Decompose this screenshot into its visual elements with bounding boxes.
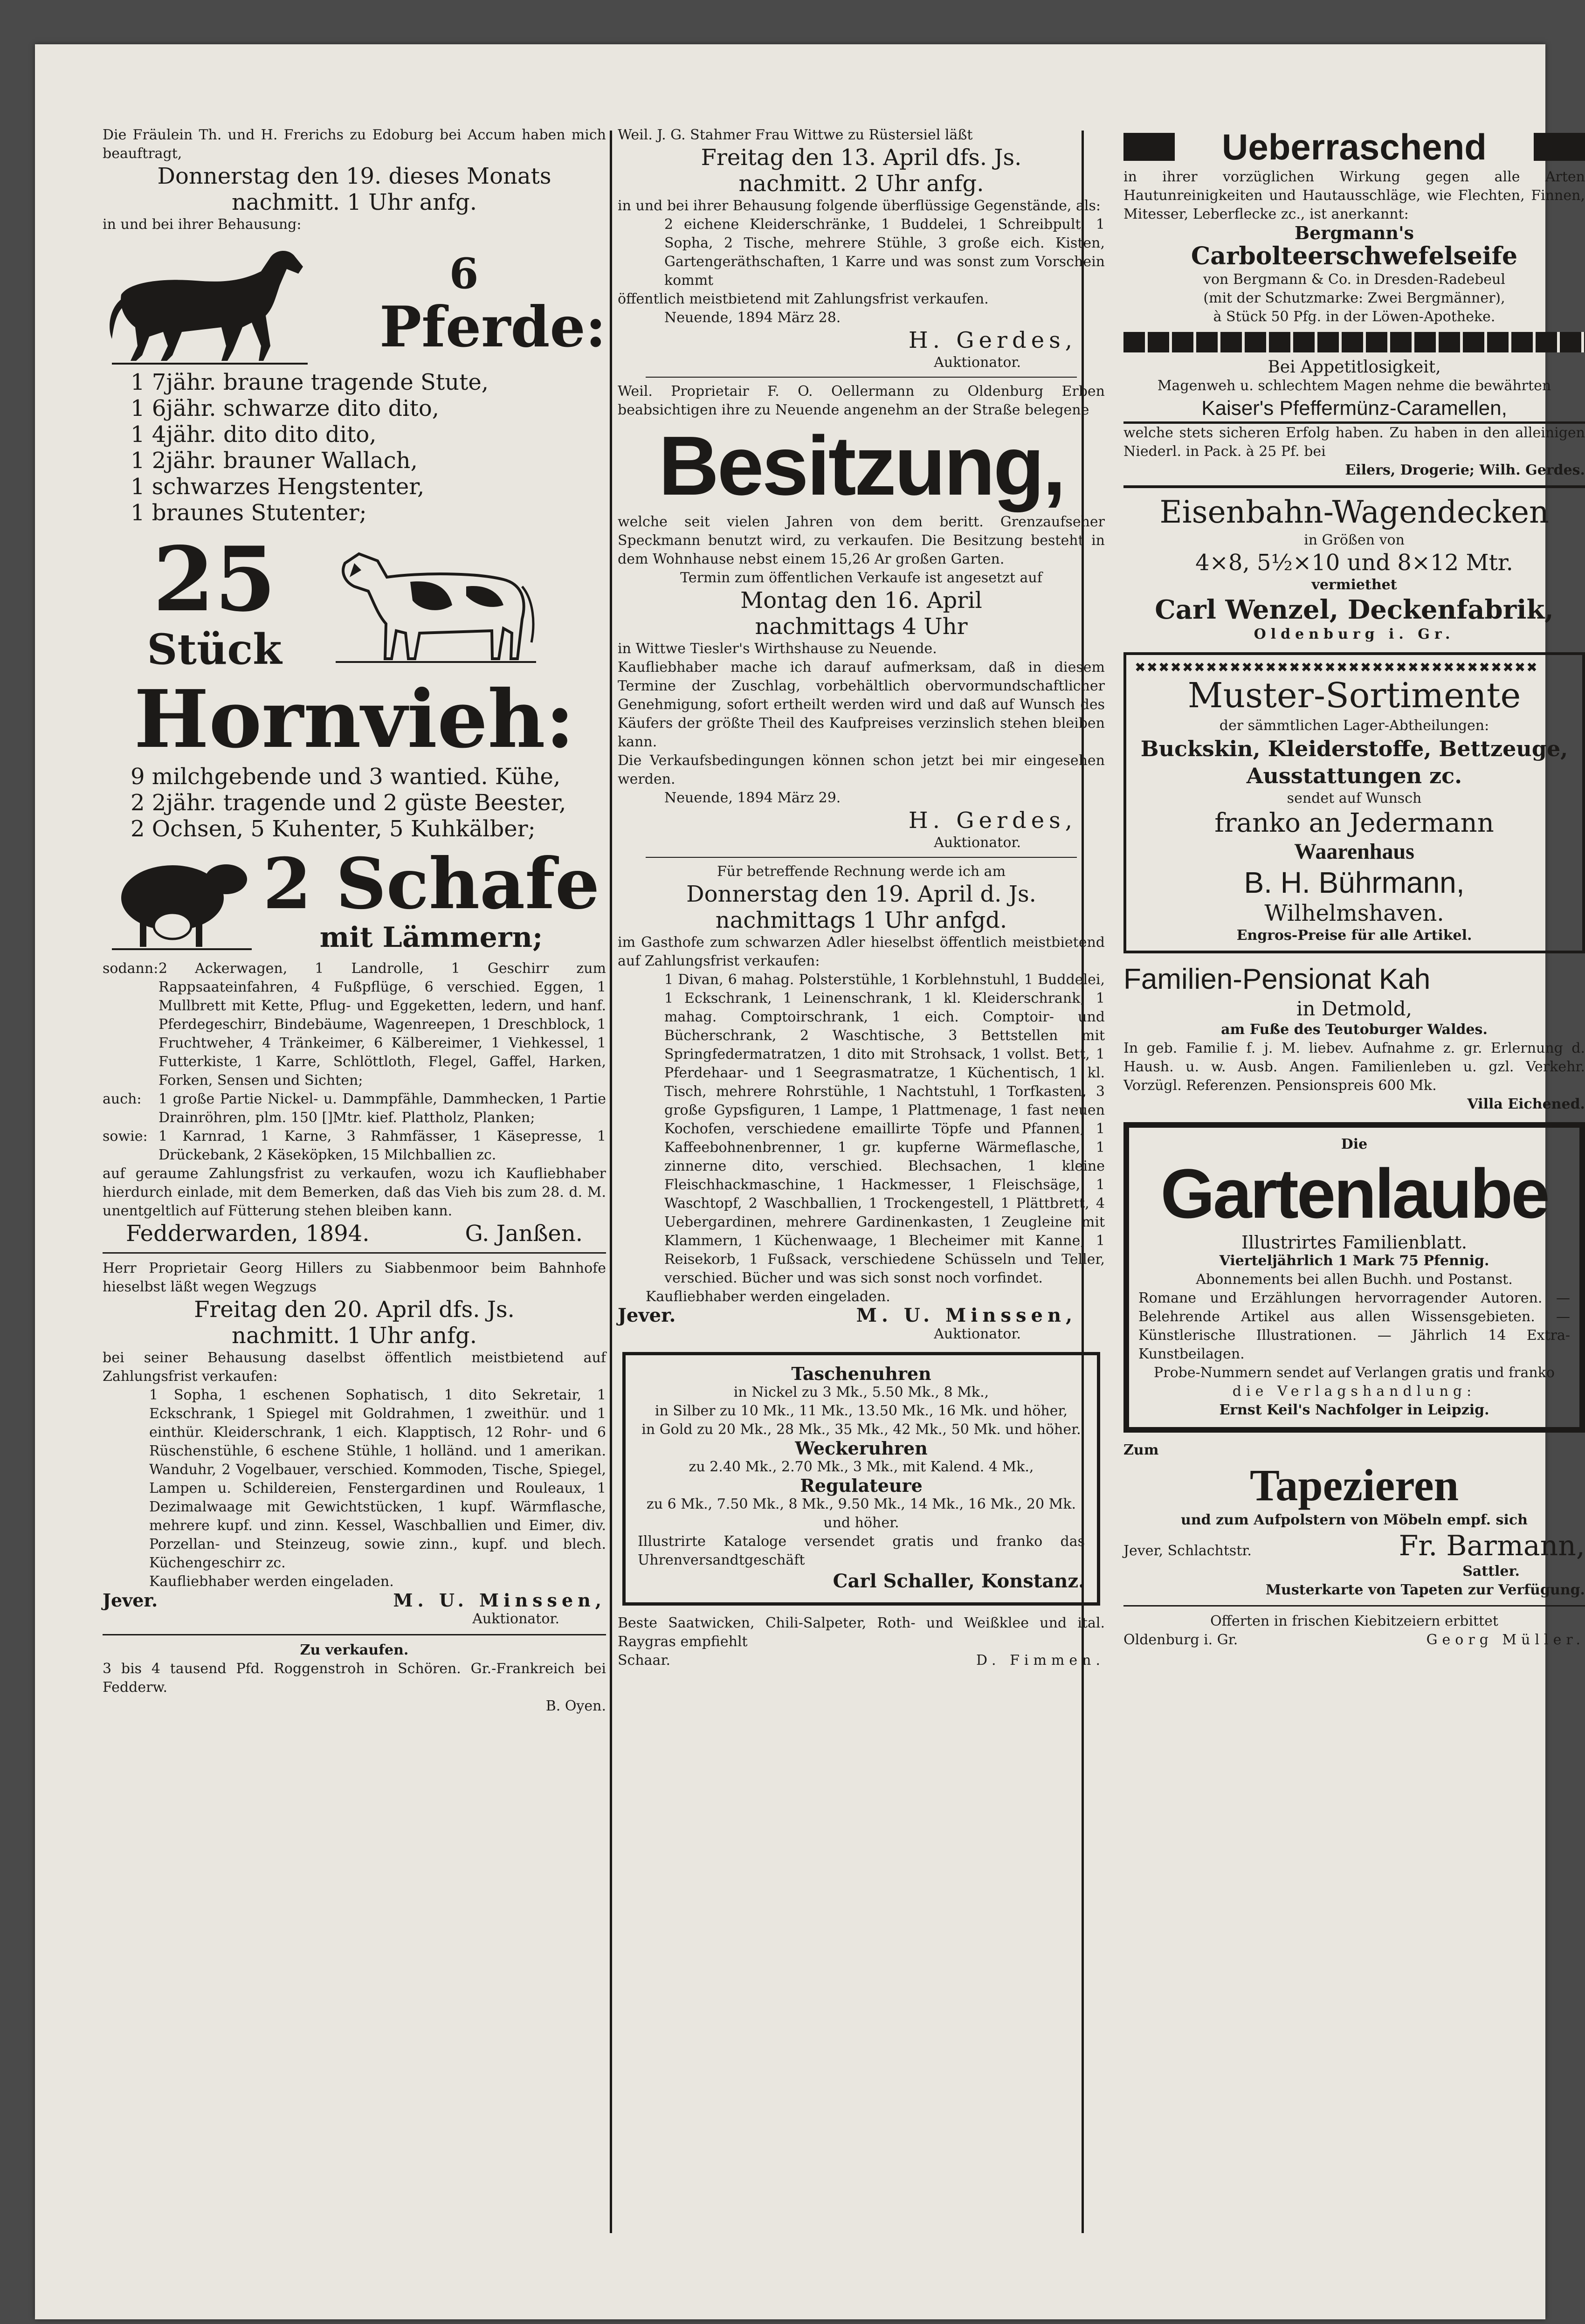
ad-city: Wilhelmshaven. bbox=[1264, 900, 1444, 926]
list-item: 1 schwarzes Hengstenter, bbox=[131, 474, 425, 500]
ad-divider bbox=[646, 377, 1077, 378]
ad-line: Magenweh u. schlechtem Magen nehme die bewährten bbox=[1157, 378, 1551, 394]
ad-place: in Wittwe Tiesler's Wirthshause zu Neuende. bbox=[618, 641, 937, 657]
ad-price: à Stück 50 Pfg. in der Löwen-Apotheke. bbox=[1213, 309, 1495, 325]
ad-text: welche seit vielen Jahren von dem beritt. Grenzaufseher Speckmann benutzt wird, zu verkaufen. Die Besitzung besteht in dem Wohnhause nebst einem 15,26 Ar großen Garten. bbox=[618, 514, 1105, 567]
ad-price: Vierteljährlich 1 Mark 75 Pfennig. bbox=[1219, 1253, 1489, 1269]
ad-roggenstroh bbox=[103, 1641, 606, 1716]
ad-heading: Familien-Pensionat Kah bbox=[1123, 963, 1431, 995]
list-item: 1 2jähr. brauner Wallach, bbox=[131, 448, 418, 474]
ad-heading: Regulateure bbox=[800, 1475, 923, 1496]
sign-place: Jever. bbox=[618, 1304, 676, 1326]
horse-heading: Pferde: bbox=[379, 294, 606, 360]
ad-heading: Tapezieren bbox=[1250, 1460, 1459, 1510]
sign-role: Auktionator. bbox=[934, 834, 1021, 851]
sign-role: Auktionator. bbox=[472, 1611, 559, 1627]
ad-text: Beste Saatwicken, Chili-Salpeter, Roth- und Weißklee und ital. Raygras empfiehlt bbox=[618, 1615, 1105, 1650]
price-line: in Silber zu 10 Mk., 11 Mk., 13.50 Mk., 16 Mk. und höher, bbox=[655, 1403, 1068, 1419]
ad-invite: Kaufliebhaber werden eingeladen. bbox=[149, 1573, 394, 1590]
ad-text: Romane und Erzählungen hervorragender Autoren. — Belehrende Artikel aus allen Wissensgebieten. — Künstlerische Illustrationen. — Jährlich 14 Extra-Kunstbeilagen. bbox=[1138, 1290, 1570, 1362]
sign-name: Villa Eichened. bbox=[1467, 1096, 1585, 1112]
ad-house: Waarenhaus bbox=[1294, 839, 1414, 864]
ad-note: Kaufliebhaber mache ich darauf aufmerksam, daß in diesem Termine der Zuschlag, vorbehältlich obervormundschaftlicher Genehmigung, sofort ertheilt werden wird und daß auf Wunsch des Käufers der größte Theil des Kaufpreises verzinslich stehen bleiben kann. bbox=[618, 659, 1105, 750]
sign-place: Jever, Schlachtstr. bbox=[1123, 1543, 1252, 1559]
ad-note: Musterkarte von Tapeten zur Verfügung. bbox=[1265, 1582, 1585, 1598]
sheep-heading: 2 Schafe bbox=[262, 843, 600, 925]
ad-place: in und bei ihrer Behausung: bbox=[103, 216, 302, 233]
ad-items: 1 Divan, 6 mahag. Polsterstühle, 1 Korblehnstuhl, 1 Buddelei, 1 Eckschrank, 1 Leinenschrank, 1 kl. Kleiderschrank, 1 mahag. Comptoirschrank, 1 eich. Comptoir- und Bücherschrank, 2 Waschtische, 3 Bettstellen mit Springfedermatratzen, 1 dito mit Strohsack, 1 vollst. Bett, 1 Pferdehaar- und 1 Seegrasmatratze, 1 Küchentisch, 1 kl. Tisch, mehrere Rohrstühle, 1 Nachtstuhl, 1 Torfkasten, 3 große Gypsfiguren, 1 Lampe, 1 Plattmenage, 1 fast neuen Kochofen, verschiedene emaillirte Töpfe und Pfannen, 1 Kaffeebohnenbrenner, 1 gr. kupferne Wärmeflasche, 1 zinnerne dito, verschied. Blechsachen, 1 kleine Fleischhackmaschine, 1 Hackmesser, 1 Fleischsäge, 1 Waschtopf, 2 Waschballien, 1 Trockengestell, 1 Plättbrett, 4 Uebergardinen, mehrere Gardinenkasten, 1 Zeugleine mit Klammern, 1 Küchenwaage, 1 Blecheimer mit Kanne, 1 Reisekorb, 1 Fußsack, verschiedene Schüsseln und Teller, verschied. Bücher und was sich sonst noch vorfindet. bbox=[664, 972, 1105, 1286]
ad-divider bbox=[103, 1634, 606, 1635]
ad-intro: Für betreffende Rechnung werde ich am bbox=[717, 863, 1006, 880]
ad-rent: vermiethet bbox=[1311, 577, 1397, 593]
ad-send: sendet auf Wunsch bbox=[1287, 790, 1422, 807]
ad-divider bbox=[103, 1252, 606, 1254]
ad-heading: Taschenuhren bbox=[791, 1363, 931, 1384]
sign-name: G. Janßen. bbox=[465, 1221, 583, 1247]
list-item: 2 2jähr. tragende und 2 güste Beester, bbox=[131, 790, 566, 816]
ad-franko: franko an Jedermann bbox=[1214, 808, 1494, 838]
sign-name: D. Fimmen. bbox=[976, 1652, 1105, 1669]
ad-divider bbox=[1123, 485, 1585, 488]
ad-invite: Kaufliebhaber werden eingeladen. bbox=[646, 1289, 890, 1305]
sign-name: B. Oyen. bbox=[545, 1698, 606, 1714]
ad-closing: auf geraume Zahlungsfrist zu verkaufen, wozu ich Kaufliebhaber hierdurch einlade, mit dem Bemerken, daß das Vieh bis zum 28. d. M. unentgeltlich auf Fütterung stehen bleiben kann. bbox=[103, 1165, 606, 1219]
ad-maker: von Bergmann & Co. in Dresden-Radebeul bbox=[1203, 271, 1505, 288]
sodann-text: 2 Ackerwagen, 1 Landrolle, 1 Geschirr zum Rappsaateinfahren, 4 Fußpflüge, 6 verschied. Eggen, 1 Mullbrett mit Kette, Pflug- und Eggeketten, ledern, und hanf. Pferdegeschirr, Bindebäume, Wagenreepen, 1 Dreschblock, 1 Fruchtweher, 4 Tränkeimer, 6 Kälbereimer, 1 Viehkessel, 1 Futterkiste, 1 Karre, Schlöttloth, Flegel, Gaffel, Harken, Forken, Sensen und Sichten; bbox=[158, 960, 606, 1089]
sign-name: Carl Schaller, Konstanz. bbox=[833, 1570, 1085, 1592]
ad-name: Carl Wenzel, Deckenfabrik, bbox=[1155, 594, 1554, 625]
sodann-label: sodann: bbox=[103, 960, 158, 977]
price-line: in Nickel zu 3 Mk., 5.50 Mk., 8 Mk., bbox=[733, 1384, 989, 1400]
ornament-bar bbox=[1123, 133, 1175, 161]
ad-goods: Buckskin, Kleiderstoffe, Bettzeuge, Ausstattungen zc. bbox=[1140, 736, 1568, 788]
ad-heading: Eisenbahn-Wagendecken bbox=[1159, 494, 1549, 530]
sign-name: Georg Müller. bbox=[1426, 1632, 1585, 1648]
cattle-list bbox=[103, 764, 606, 842]
column-2 bbox=[618, 126, 1105, 2287]
ad-verlag: die Verlagshandlung: bbox=[1232, 1383, 1476, 1400]
ad-date: Freitag den 13. April dfs. Js. bbox=[701, 145, 1022, 171]
sheep-sub: mit Lämmern; bbox=[319, 921, 543, 954]
column-rule bbox=[610, 131, 612, 2233]
ad-line: Bei Appetitlosigkeit, bbox=[1268, 358, 1441, 377]
ad-time: nachmitt. 1 Uhr anfg. bbox=[232, 189, 477, 215]
ad-intro: Die Fräulein Th. und H. Frerichs zu Edoburg bei Accum haben mich beauftragt, bbox=[103, 127, 606, 162]
ad-text: welche stets sicheren Erfolg haben. Zu haben in den alleinigen Niederl. in Pack. à 25 Pf. bei bbox=[1123, 425, 1585, 460]
ad-hillers-auction bbox=[103, 1259, 606, 1628]
ad-date: Donnerstag den 19. dieses Monats bbox=[157, 163, 551, 189]
ad-date: Freitag den 20. April dfs. Js. bbox=[194, 1296, 515, 1323]
sign-role: Auktionator. bbox=[934, 354, 1021, 371]
ad-intro: Weil. Proprietair F. O. Oellermann zu Oldenburg Erben beabsichtigen ihre zu Neuende angenehm an der Straße belegene bbox=[618, 383, 1105, 418]
ad-tapezieren bbox=[1123, 1441, 1585, 1600]
ad-text: Offerten in frischen Kiebitzeiern erbittet bbox=[1210, 1613, 1498, 1629]
ad-items: 2 eichene Kleiderschränke, 1 Buddelei, 1 Schreibpult, 1 Sopha, 2 Tische, mehrere Stühle, 3 große eich. Kisten, Gartengeräthschaften, 1 Karre und was sonst zum Vorschein kommt bbox=[664, 216, 1105, 289]
ad-text: In geb. Familie f. j. M. liebev. Aufnahme z. gr. Erlernung d. Haush. u. w. Ausb. Angen. Familienleben u. gzl. Verkehr. Vorzügl. Referenzen. Pensionspreis 600 Mk. bbox=[1123, 1040, 1585, 1094]
ad-time: nachmittags 1 Uhr anfgd. bbox=[715, 907, 1007, 933]
list-item: 1 braunes Stutenter; bbox=[131, 500, 367, 526]
ad-stahmer-auction bbox=[618, 126, 1105, 372]
newspaper-page bbox=[35, 44, 1585, 2319]
cow-illustration bbox=[326, 535, 541, 675]
column-3 bbox=[1123, 126, 1585, 2287]
ad-place: im Gasthofe zum schwarzen Adler hieselbst öffentlich meistbietend auf Zahlungsfrist verkaufen: bbox=[618, 934, 1105, 969]
ornament-border bbox=[1123, 332, 1585, 352]
sign-place: Oldenburg i. Gr. bbox=[1123, 1632, 1238, 1648]
list-item: 1 6jähr. schwarze dito dito, bbox=[131, 395, 440, 421]
ad-seife bbox=[1123, 126, 1585, 326]
ad-publisher: Ernst Keil's Nachfolger in Leipzig. bbox=[1219, 1402, 1489, 1418]
ad-termin: Termin zum öffentlichen Verkaufe ist angesetzt auf bbox=[680, 570, 1042, 586]
ad-heading: Zu verkaufen. bbox=[300, 1642, 409, 1658]
horse-illustration bbox=[103, 239, 322, 369]
sign-place: Jever. bbox=[103, 1590, 158, 1611]
ad-heading: Besitzung, bbox=[658, 419, 1064, 513]
ad-intro: Weil. J. G. Stahmer Frau Wittwe zu Rüstersiel läßt bbox=[618, 127, 973, 143]
list-item: 2 Ochsen, 5 Kuhenter, 5 Kuhkälber; bbox=[131, 816, 536, 842]
ad-zum: Zum bbox=[1123, 1442, 1159, 1458]
ad-text: 3 bis 4 tausend Pfd. Roggenstroh in Schören. Gr.-Frankreich bei Fedderw. bbox=[103, 1661, 606, 1696]
ad-brand: Bergmann's bbox=[1295, 222, 1414, 243]
ad-date: Montag den 16. April bbox=[740, 587, 982, 614]
ad-dateline: Neuende, 1894 März 28. bbox=[664, 310, 841, 326]
ad-sellers: Eilers, Drogerie; Wilh. Gerdes. bbox=[1345, 462, 1585, 478]
sign-name: H. Gerdes, bbox=[908, 807, 1077, 834]
sowie-label: sowie: bbox=[103, 1128, 148, 1145]
column-1 bbox=[103, 126, 606, 2287]
ad-time: nachmitt. 1 Uhr anfg. bbox=[232, 1323, 477, 1349]
ad-intro: Herr Proprietair Georg Hillers zu Siabbenmoor beim Bahnhofe hieselbst läßt wegen Wegzugs bbox=[103, 1260, 606, 1295]
sign-name: M. U. Minssen, bbox=[393, 1590, 606, 1611]
ad-mark: (mit der Schutzmarke: Zwei Bergmänner), bbox=[1203, 290, 1505, 306]
ad-heading: Kaiser's Pfeffermünz-Caramellen, bbox=[1123, 395, 1585, 424]
sign-role: Auktionator. bbox=[934, 1326, 1021, 1342]
horse-list bbox=[103, 369, 606, 526]
ad-probe: Probe-Nummern sendet auf Verlangen gratis und franko bbox=[1154, 1365, 1555, 1381]
cattle-stueck: Stück bbox=[147, 625, 282, 674]
sign-place: Schaar. bbox=[618, 1652, 671, 1669]
ad-uhren-box bbox=[622, 1352, 1100, 1606]
ad-gartenlaube-box bbox=[1123, 1122, 1585, 1433]
sign-name: M. U. Minssen, bbox=[856, 1304, 1077, 1326]
horse-count: 6 bbox=[449, 249, 479, 298]
ad-place: in und bei ihrer Behausung folgende überflüssige Gegenstände, als: bbox=[618, 198, 1101, 214]
ad-heading: Ueberraschend bbox=[1222, 126, 1487, 167]
ad-saatwicken bbox=[618, 1614, 1105, 1670]
ornament-bar bbox=[1534, 133, 1585, 161]
ad-location: am Fuße des Teutoburger Waldes. bbox=[1221, 1021, 1488, 1038]
list-item: 9 milchgebende und 3 wantied. Kühe, bbox=[131, 764, 561, 790]
ornament-crosses: ✖✖✖✖✖✖✖✖✖✖✖✖✖✖✖✖✖✖✖✖✖✖✖✖✖✖✖✖✖✖✖✖✖✖ bbox=[1135, 660, 1538, 675]
price-line: zu 6 Mk., 7.50 Mk., 8 Mk., 9.50 Mk., 14 Mk., 16 Mk., 20 Mk. und höher. bbox=[646, 1496, 1076, 1531]
ad-place: Oldenburg i. Gr. bbox=[1254, 626, 1455, 642]
sign-name: Fr. Barmann, bbox=[1399, 1530, 1585, 1562]
ad-heading: Gartenlaube bbox=[1160, 1154, 1548, 1233]
auch-text: 1 große Partie Nickel- u. Dammpfähle, Dammhecken, 1 Partie Drainröhren, plm. 150 []Mtr. kief. Plattholz, Planken; bbox=[158, 1091, 606, 1126]
auch-label: auch: bbox=[103, 1091, 142, 1107]
ad-divider bbox=[646, 857, 1077, 858]
ad-company: B. H. Bührmann, bbox=[1244, 866, 1465, 899]
ad-sizes-label: in Größen von bbox=[1304, 532, 1405, 548]
ad-besitzung bbox=[618, 382, 1105, 852]
sign-name: H. Gerdes, bbox=[908, 327, 1077, 353]
sheep-illustration bbox=[103, 847, 256, 954]
ad-sub: und zum Aufpolstern von Möbeln empf. sich bbox=[1181, 1512, 1528, 1528]
ad-conditions: Die Verkaufsbedingungen können schon jetzt bei mir eingesehen werden. bbox=[618, 752, 1105, 787]
ad-sizes: 4×8, 5½×10 und 8×12 Mtr. bbox=[1195, 550, 1513, 576]
ad-sub: der sämmtlichen Lager-Abtheilungen: bbox=[1219, 717, 1489, 734]
ad-pensionat bbox=[1123, 962, 1585, 1114]
cattle-count: 25 bbox=[152, 527, 276, 631]
cattle-heading: Hornvieh: bbox=[134, 673, 575, 766]
ad-katalog: Illustrirte Kataloge versendet gratis und franko das Uhrenversandtgeschäft bbox=[638, 1533, 1085, 1568]
price-line: in Gold zu 20 Mk., 28 Mk., 35 Mk., 42 Mk., 50 Mk. und höher. bbox=[641, 1421, 1081, 1438]
ad-wenzel bbox=[1123, 494, 1585, 644]
ad-sub: Illustrirtes Familienblatt. bbox=[1241, 1232, 1468, 1253]
ad-dateline: Neuende, 1894 März 29. bbox=[664, 790, 841, 806]
ad-city: in Detmold, bbox=[1296, 997, 1413, 1020]
sowie-text: 1 Karnrad, 1 Karne, 3 Rahmfässer, 1 Käsepresse, 1 Drückebank, 2 Käseköpken, 15 Milchballien zc. bbox=[158, 1128, 606, 1163]
ad-closing: öffentlich meistbietend mit Zahlungsfrist verkaufen. bbox=[618, 291, 989, 307]
ad-die: Die bbox=[1341, 1136, 1368, 1152]
ad-heading: Muster-Sortimente bbox=[1187, 676, 1521, 716]
ad-items: 1 Sopha, 1 eschenen Sophatisch, 1 dito Sekretair, 1 Eckschrank, 1 Spiegel mit Goldrahmen, 1 zweithür. und 1 einthür. Kleiderschrank, 1 eich. Klapptisch, 12 Rohr- und 6 Rüschenstühle, 6 eschene Stühle, 1 holländ. und 1 amerikan. Wanduhr, 2 Vogelbauer, verschied. Kommoden, Tische, Spiegel, Lampen u. Schildereien, Fenstergardinen und Rouleaux, 1 Dezimalwaage mit Gewichtstücken, 1 kupf. Wärmflasche, mehrere kupf. und zinn. Kessel, Waschballien und Eimer, div. Porzellan- und Steinzeug, sowie zinn., kupf. und blech. Küchengeschirr zc. bbox=[149, 1387, 606, 1571]
ad-time: nachmitt. 2 Uhr anfg. bbox=[738, 171, 984, 197]
ad-muster-box bbox=[1123, 652, 1585, 953]
ad-divider bbox=[1123, 1605, 1585, 1607]
ad-prices: Engros-Preise für alle Artikel. bbox=[1236, 927, 1472, 944]
ad-heading: Weckeruhren bbox=[795, 1438, 928, 1459]
ad-kaiser bbox=[1123, 358, 1585, 480]
ad-place: bei seiner Behausung daselbst öffentlich meistbietend auf Zahlungsfrist verkaufen: bbox=[103, 1350, 606, 1385]
ad-time: nachmittags 4 Uhr bbox=[755, 614, 968, 640]
ad-date: Donnerstag den 19. April d. Js. bbox=[686, 881, 1036, 907]
ad-pferde-auction bbox=[103, 126, 606, 1247]
ad-kiebitzeier bbox=[1123, 1612, 1585, 1649]
ad-abo: Abonnements bei allen Buchh. und Postanst. bbox=[1196, 1271, 1513, 1288]
ad-rechnung-auction bbox=[618, 862, 1105, 1344]
ad-product: Carbolteerschwefelseife bbox=[1191, 242, 1518, 270]
sign-role: Sattler. bbox=[1462, 1563, 1520, 1579]
list-item: 1 7jähr. braune tragende Stute, bbox=[131, 369, 489, 395]
sign-place: Fedderwarden, 1894. bbox=[126, 1221, 370, 1247]
ad-text: in ihrer vorzüglichen Wirkung gegen alle Arten Hautunreinigkeiten und Hautausschläge, wie Flechten, Finnen, Mitesser, Leberflecke zc., ist anerkannt: bbox=[1123, 169, 1585, 222]
price-line: zu 2.40 Mk., 2.70 Mk., 3 Mk., mit Kalend. 4 Mk., bbox=[689, 1459, 1034, 1475]
list-item: 1 4jähr. dito dito dito, bbox=[131, 421, 377, 448]
